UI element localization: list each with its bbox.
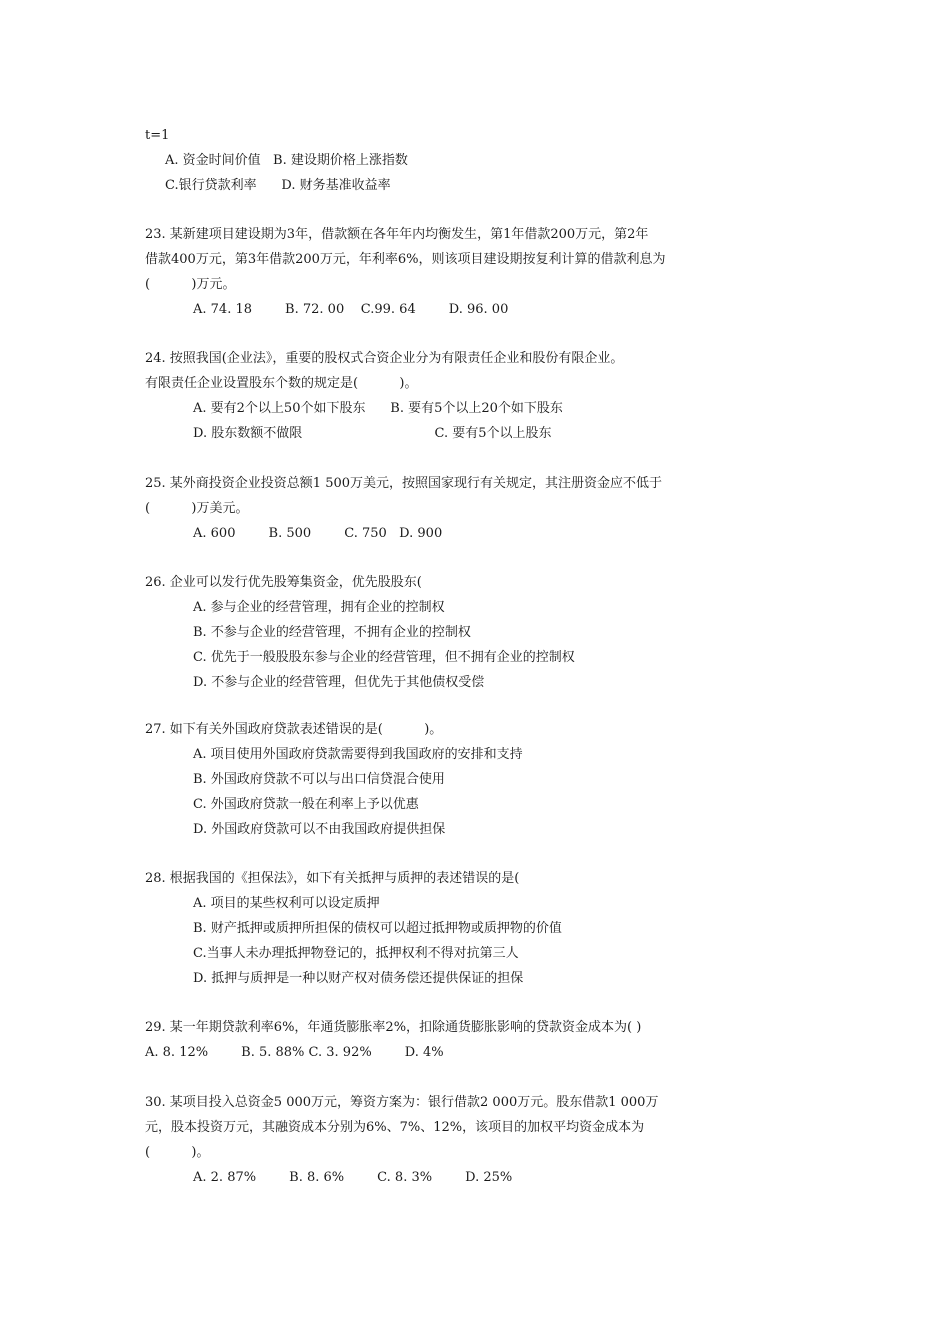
option-line: C.银行贷款利率 D. 财务基准收益率 bbox=[165, 178, 391, 193]
question-27: 27. 如下有关外国政府贷款表述错误的是( )。 bbox=[145, 722, 443, 737]
option-a: A. 参与企业的经营管理，拥有企业的控制权 bbox=[193, 600, 445, 615]
question-text: 借款400万元，第3年借款200万元，年利率6%，则该项目建设期按复利计算的借款利息为 bbox=[145, 252, 666, 267]
question-28: 28. 根据我国的《担保法》，如下有关抵押与质押的表述错误的是( bbox=[145, 871, 520, 886]
option-c: C. 优先于一般股股东参与企业的经营管理，但不拥有企业的控制权 bbox=[193, 650, 575, 665]
question-text: ( )万美元。 bbox=[145, 501, 249, 516]
option-d: D. 外国政府贷款可以不由我国政府提供担保 bbox=[193, 822, 446, 837]
option-c: C. 外国政府贷款一般在利率上予以优惠 bbox=[193, 797, 419, 812]
option-b: B. 财产抵押或质押所担保的债权可以超过抵押物或质押物的价值 bbox=[193, 921, 562, 936]
option-line: A. 8. 12% B. 5. 88% C. 3. 92% D. 4% bbox=[145, 1045, 444, 1060]
option-b: B. 不参与企业的经营管理，不拥有企业的控制权 bbox=[193, 625, 471, 640]
option-a: A. 项目使用外国政府贷款需要得到我国政府的安排和支持 bbox=[193, 747, 523, 762]
question-30: 30. 某项目投入总资金5 000万元，筹资方案为：银行借款2 000万元。股东借款1 000万 bbox=[145, 1095, 659, 1110]
option-d: D. 抵押与质押是一种以财产权对债务偿还提供保证的担保 bbox=[193, 971, 524, 986]
option-line: A. 2. 87% B. 8. 6% C. 8. 3% D. 25% bbox=[193, 1170, 513, 1185]
option-c: C.当事人未办理抵押物登记的，抵押权利不得对抗第三人 bbox=[193, 946, 519, 961]
option-line: D. 股东数额不做限 C. 要有5个以上股东 bbox=[193, 426, 552, 441]
option-line: A. 600 B. 500 C. 750 D. 900 bbox=[193, 526, 443, 541]
option-d: D. 不参与企业的经营管理，但优先于其他债权受偿 bbox=[193, 675, 485, 690]
question-text: 元，股本投资万元，其融资成本分别为6%、7%、12%，该项目的加权平均资金成本为 bbox=[145, 1120, 645, 1135]
option-line: A. 资金时间价值 B. 建设期价格上涨指数 bbox=[165, 153, 408, 168]
option-b: B. 外国政府贷款不可以与出口信贷混合使用 bbox=[193, 772, 445, 787]
question-29: 29. 某一年期贷款利率6%，年通货膨胀率2%，扣除通货膨胀影响的贷款资金成本为( ) bbox=[145, 1020, 642, 1035]
question-text: ( )。 bbox=[145, 1145, 210, 1160]
question-24: 24. 按照我国(企业法》，重要的股权式合资企业分为有限责任企业和股份有限企业。 bbox=[145, 351, 624, 366]
option-line: A. 要有2个以上50个如下股东 B. 要有5个以上20个如下股东 bbox=[193, 401, 563, 416]
option-line: A. 74. 18 B. 72. 00 C.99. 64 D. 96. 00 bbox=[193, 302, 509, 317]
question-26: 26. 企业可以发行优先股筹集资金，优先股股东( bbox=[145, 575, 422, 590]
formula-fragment: t=1 bbox=[145, 128, 170, 143]
question-23: 23. 某新建项目建设期为3年，借款额在各年年内均衡发生，第1年借款200万元，第2年 bbox=[145, 227, 649, 242]
option-a: A. 项目的某些权利可以设定质押 bbox=[193, 896, 380, 911]
question-text: 有限责任企业设置股东个数的规定是( )。 bbox=[145, 376, 418, 391]
question-25: 25. 某外商投资企业投资总额1 500万美元，按照国家现行有关规定，其注册资金应不低于 bbox=[145, 476, 663, 491]
question-text: ( )万元。 bbox=[145, 277, 236, 292]
